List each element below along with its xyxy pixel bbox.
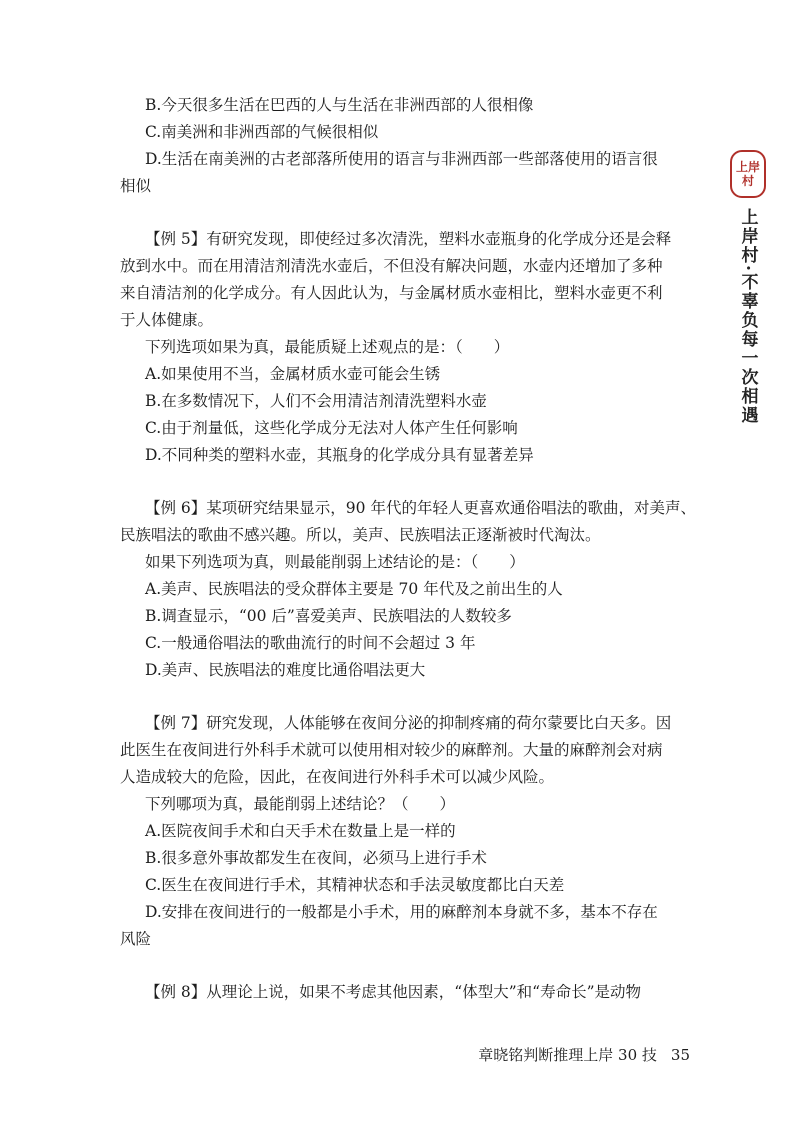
option-d: D.不同种类的塑料水壶，其瓶身的化学成分具有显著差异	[145, 446, 534, 464]
option-line: 相似	[120, 177, 152, 195]
option-d-continued: 风险	[120, 930, 152, 948]
question-line: 下列选项如果为真，最能质疑上述观点的是：（ ）	[145, 338, 510, 356]
option-d: D.安排在夜间进行的一般都是小手术，用的麻醉剂本身就不多，基本不存在	[145, 903, 658, 921]
main-content	[120, 92, 696, 1006]
example-text-line: 【例 7】研究发现，人体能够在夜间分泌的抑制疼痛的荷尔蒙要比白天多。因	[145, 714, 672, 732]
option-line: B.今天很多生活在巴西的人与生活在非洲西部的人很相像	[145, 96, 534, 114]
option-b: B.调查显示，“00 后”喜爱美声、民族唱法的人数较多	[145, 607, 512, 625]
option-line: C.南美洲和非洲西部的气候很相似	[145, 123, 379, 141]
option-b: B.在多数情况下，人们不会用清洁剂清洗塑料水壶	[145, 392, 487, 410]
example-5	[120, 226, 685, 469]
option-line: D.生活在南美洲的古老部落所使用的语言与非洲西部一些部落使用的语言很	[145, 150, 658, 168]
option-c: C.由于剂量低，这些化学成分无法对人体产生任何影响	[145, 419, 518, 437]
example-text-line: 来自清洁剂的化学成分。有人因此认为，与金属材质水壶相比，塑料水壶更不利	[120, 284, 663, 302]
example-text-line: 于人体健康。	[120, 311, 214, 329]
question-line: 如果下列选项为真，则最能削弱上述结论的是：（ ）	[145, 553, 525, 571]
continued-options	[120, 92, 685, 200]
example-text-line: 民族唱法的歌曲不感兴趣。所以，美声、民族唱法正逐渐被时代淘汰。	[120, 526, 601, 544]
page-number: 35	[670, 1046, 690, 1064]
page-footer	[440, 1044, 690, 1065]
example-8	[120, 979, 685, 1006]
example-7	[120, 710, 685, 953]
option-b: B.很多意外事故都发生在夜间，必须马上进行手术	[145, 849, 487, 867]
example-text-line: 此医生在夜间进行外科手术就可以使用相对较少的麻醉剂。大量的麻醉剂会对病	[120, 741, 663, 759]
option-c: C.一般通俗唱法的歌曲流行的时间不会超过 3 年	[145, 634, 476, 652]
sidebar-brand	[726, 150, 770, 425]
seal-logo-top: 上岸	[735, 160, 760, 174]
option-c: C.医生在夜间进行手术，其精神状态和手法灵敏度都比白天差	[145, 876, 565, 894]
example-text-line: 【例 6】某项研究结果显示，90 年代的年轻人更喜欢通俗唱法的歌曲，对美声、	[145, 499, 696, 517]
seal-logo	[730, 150, 766, 198]
example-text-line: 放到水中。而在用清洁剂清洗水壶后，不但没有解决问题，水壶内还增加了多种	[120, 257, 663, 275]
option-a: A.如果使用不当，金属材质水壶可能会生锈	[145, 365, 441, 383]
seal-logo-bottom: 村	[741, 174, 754, 188]
book-title: 章晓铭判断推理上岸 30 技	[478, 1046, 657, 1064]
sidebar-slogan: 上岸村·不辜负每一次相遇	[737, 208, 758, 425]
option-a: A.医院夜间手术和白天手术在数量上是一样的	[145, 822, 456, 840]
example-text-line: 【例 5】有研究发现，即使经过多次清洗，塑料水壶瓶身的化学成分还是会释	[145, 230, 672, 248]
question-line: 下列哪项为真，最能削弱上述结论？（ ）	[145, 795, 456, 813]
example-text-line: 人造成较大的危险，因此，在夜间进行外科手术可以减少风险。	[120, 768, 555, 786]
example-6	[120, 495, 696, 684]
example-text-line: 【例 8】从理论上说，如果不考虑其他因素，“体型大”和“寿命长”是动物	[145, 983, 641, 1001]
option-d: D.美声、民族唱法的难度比通俗唱法更大	[145, 661, 426, 679]
option-a: A.美声、民族唱法的受众群体主要是 70 年代及之前出生的人	[145, 580, 563, 598]
